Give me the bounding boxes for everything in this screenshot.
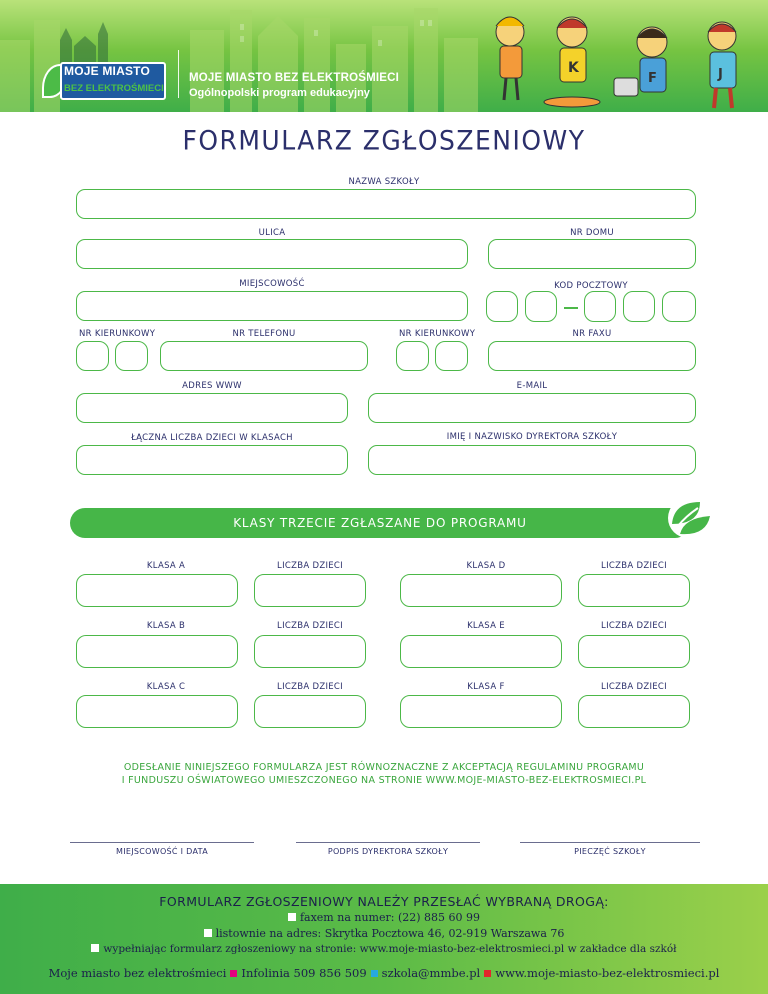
footer-line-mail: listownie na adres: Skrytka Pocztowa 46, 02-919 Warszawa 76	[0, 927, 768, 940]
label-count-c: LICZBA DZIECI	[277, 682, 343, 692]
header-title: MOJE MIASTO BEZ ELEKTROŚMIECI	[189, 72, 400, 84]
kid-letter-j: J	[718, 67, 723, 82]
class-c-field[interactable]	[76, 695, 238, 728]
label-count-a: LICZBA DZIECI	[277, 561, 343, 571]
page-footer	[0, 884, 768, 994]
label-total-children: ŁĄCZNA LICZBA DZIECI W KLASACH	[131, 433, 293, 443]
banner-title: KLASY TRZECIE ZGŁASZANE DO PROGRAMU	[233, 516, 527, 530]
footer-line-online: wypełniając formularz zgłoszeniowy na stronie: www.moje-miasto-bez-elektrosmieci.pl w zakładce dla szkół	[0, 943, 768, 955]
label-www: ADRES WWW	[182, 381, 242, 391]
label-school-stamp: PIECZĘĆ SZKOŁY	[574, 847, 646, 856]
signature-line-stamp[interactable]	[520, 842, 700, 843]
label-count-d: LICZBA DZIECI	[601, 561, 667, 571]
bullet-blue-icon	[371, 970, 378, 977]
postal-code-dash	[564, 307, 578, 309]
phone-area-code-digit-1[interactable]	[76, 341, 109, 371]
city-field[interactable]	[76, 291, 468, 321]
page-header	[0, 0, 768, 112]
phone-area-code-digit-2[interactable]	[115, 341, 148, 371]
label-count-e: LICZBA DZIECI	[601, 621, 667, 631]
form-title: FORMULARZ ZGŁOSZENIOWY	[182, 125, 586, 156]
label-phone-area-code: NR KIERUNKOWY	[79, 329, 156, 339]
label-class-d: KLASA D	[466, 561, 506, 571]
fax-area-code-digit-1[interactable]	[396, 341, 429, 371]
label-place-date: MIEJSCOWOŚĆ I DATA	[116, 847, 208, 856]
footer-contact-bar	[0, 966, 768, 980]
class-b-count-field[interactable]	[254, 635, 366, 668]
footer-heading: FORMULARZ ZGŁOSZENIOWY NALEŻY PRZESŁAĆ WYBRANĄ DROGĄ:	[159, 894, 609, 909]
logo-text-line2: BEZ ELEKTROŚMIECI	[64, 83, 164, 94]
label-director-signature: PODPIS DYREKTORA SZKOŁY	[327, 847, 449, 856]
header-subtitle: Ogólnopolski program edukacyjny	[189, 87, 370, 99]
label-phone: NR TELEFONU	[232, 329, 296, 339]
kid-letter-f: F	[648, 71, 657, 86]
footer-infolinia: Infolinia 509 856 509	[241, 966, 367, 980]
class-f-field[interactable]	[400, 695, 562, 728]
classes-section-banner	[70, 508, 690, 538]
class-e-count-field[interactable]	[578, 635, 690, 668]
label-count-b: LICZBA DZIECI	[277, 621, 343, 631]
postal-code-digit-4[interactable]	[623, 291, 655, 322]
label-class-a: KLASA A	[146, 561, 186, 571]
label-class-c: KLASA C	[146, 682, 186, 692]
header-divider	[178, 50, 179, 98]
class-e-field[interactable]	[400, 635, 562, 668]
postal-code-digit-3[interactable]	[584, 291, 616, 322]
footer-program-name: Moje miasto bez elektrośmieci	[48, 966, 227, 980]
radio-icon	[614, 78, 638, 96]
class-a-count-field[interactable]	[254, 574, 366, 607]
signature-line-place-date[interactable]	[70, 842, 254, 843]
class-c-count-field[interactable]	[254, 695, 366, 728]
fax-field[interactable]	[488, 341, 696, 371]
label-house-no: NR DOMU	[570, 228, 614, 238]
footer-website-link[interactable]: www.moje-miasto-bez-elektrosmieci.pl	[495, 966, 720, 980]
label-city: MIEJSCOWOŚĆ	[239, 279, 305, 289]
class-f-count-field[interactable]	[578, 695, 690, 728]
bullet-red-icon	[484, 970, 491, 977]
notice-line-2: I FUNDUSZU OŚWIATOWEGO UMIESZCZONEGO NA STRONIE WWW.MOJE-MIASTO-BEZ-ELEKTROSMIECI.PL	[121, 775, 647, 786]
class-d-field[interactable]	[400, 574, 562, 607]
class-d-count-field[interactable]	[578, 574, 690, 607]
label-street: ULICA	[258, 228, 286, 238]
label-fax-area-code: NR KIERUNKOWY	[399, 329, 476, 339]
label-count-f: LICZBA DZIECI	[601, 682, 667, 692]
street-field[interactable]	[76, 239, 468, 269]
phone-field[interactable]	[160, 341, 368, 371]
bullet-icon	[91, 944, 99, 952]
postal-code-digit-1[interactable]	[486, 291, 518, 322]
house-no-field[interactable]	[488, 239, 696, 269]
bullet-pink-icon	[230, 970, 237, 977]
label-director: IMIĘ I NAZWISKO DYREKTORA SZKOŁY	[446, 432, 618, 442]
total-children-field[interactable]	[76, 445, 348, 475]
postal-code-digit-5[interactable]	[662, 291, 696, 322]
school-name-field[interactable]	[76, 189, 696, 219]
label-class-b: KLASA B	[146, 621, 186, 631]
label-class-f: KLASA F	[467, 682, 505, 692]
leaf-logo-icon	[660, 494, 716, 542]
kids-illustration	[480, 8, 768, 112]
email-field[interactable]	[368, 393, 696, 423]
label-postal-code: KOD POCZTOWY	[554, 281, 628, 291]
logo-text-line1: MOJE MIASTO	[64, 64, 150, 78]
bullet-icon	[288, 913, 296, 921]
notice-line-1: ODESŁANIE NINIEJSZEGO FORMULARZA JEST RÓWNOZNACZNE Z AKCEPTACJĄ REGULAMINU PROGRAMU	[123, 762, 645, 773]
class-b-field[interactable]	[76, 635, 238, 668]
program-logo	[40, 40, 166, 102]
label-school-name: NAZWA SZKOŁY	[348, 177, 420, 187]
label-class-e: KLASA E	[467, 621, 505, 631]
footer-line-fax: faxem na numer: (22) 885 60 99	[0, 911, 768, 924]
kid-letter-k: K	[568, 60, 579, 76]
label-fax: NR FAXU	[572, 329, 612, 339]
bullet-icon	[204, 929, 212, 937]
footer-email-link[interactable]: szkola@mmbe.pl	[381, 966, 481, 980]
director-name-field[interactable]	[368, 445, 696, 475]
www-field[interactable]	[76, 393, 348, 423]
fax-area-code-digit-2[interactable]	[435, 341, 468, 371]
class-a-field[interactable]	[76, 574, 238, 607]
postal-code-digit-2[interactable]	[525, 291, 557, 322]
label-email: E-MAIL	[516, 381, 548, 391]
signature-line-director[interactable]	[296, 842, 480, 843]
